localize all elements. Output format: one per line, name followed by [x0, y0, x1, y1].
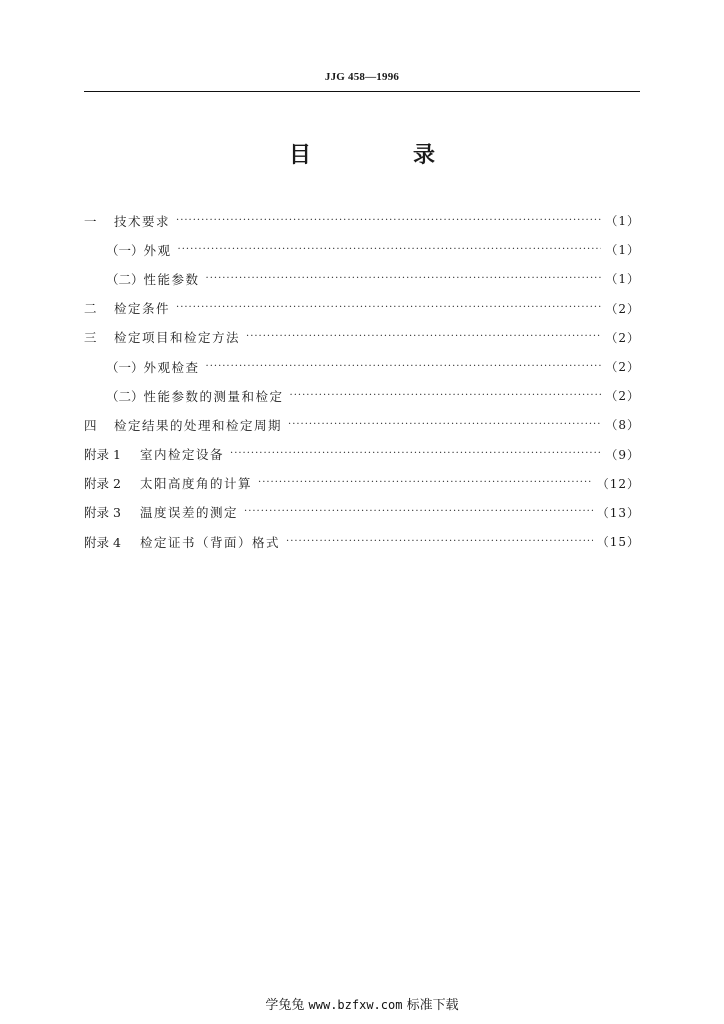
toc-leader-dots — [246, 330, 601, 344]
toc-leader-dots — [244, 505, 593, 519]
toc-entry-page: （2） — [605, 389, 640, 404]
toc-leader-dots — [258, 476, 593, 490]
toc-entry-title: 太阳高度角的计算 — [140, 476, 253, 492]
toc-leader-dots — [206, 360, 602, 374]
toc-entry-number: （一） — [106, 359, 144, 375]
toc-entry-page: （1） — [605, 272, 640, 287]
toc-entry[interactable] — [84, 381, 640, 410]
toc-entry[interactable] — [84, 235, 640, 264]
toc-entry[interactable] — [84, 498, 640, 527]
toc-entry-title: 温度误差的测定 — [140, 505, 239, 521]
toc-entry-title: 检定项目和检定方法 — [114, 330, 241, 346]
toc-entry-number: 附录 4 — [84, 534, 121, 550]
page-footer — [0, 994, 724, 1013]
toc-entry-page: （1） — [605, 243, 640, 258]
toc-entry-number: （二） — [106, 388, 144, 404]
toc-leader-dots — [286, 535, 593, 549]
page-title: 目 录 — [288, 143, 475, 168]
toc-entry[interactable] — [84, 469, 640, 498]
toc-entry-number: 三 — [84, 330, 97, 346]
toc-leader-dots — [206, 272, 602, 286]
toc-entry-number: 附录 2 — [84, 476, 121, 492]
toc-entry-title: 性能参数的测量和检定 — [143, 388, 284, 404]
toc-entry-title: 检定条件 — [114, 301, 171, 317]
toc-entry-page: （2） — [605, 360, 640, 375]
toc-entry[interactable] — [84, 294, 640, 323]
toc-leader-dots — [290, 389, 602, 403]
toc-entry-page: （1） — [605, 214, 640, 229]
toc-leader-dots — [176, 301, 601, 315]
toc-entry-title: 检定结果的处理和检定周期 — [114, 417, 283, 433]
toc-entry-number: 附录 3 — [84, 505, 121, 521]
toc-entry-number: 附录 1 — [84, 447, 121, 463]
table-of-contents — [84, 206, 640, 556]
toc-entry[interactable] — [84, 527, 640, 556]
footer-site-name: 学兔兔 — [265, 998, 305, 1013]
toc-entry-title: 检定证书（背面）格式 — [140, 534, 281, 550]
toc-entry-page: （8） — [605, 418, 640, 433]
toc-entry-page: （9） — [605, 447, 640, 462]
toc-entry-title: 外观 — [143, 242, 172, 258]
toc-entry-page: （2） — [605, 301, 640, 316]
toc-entry-page: （15） — [596, 535, 640, 550]
footer-tagline: 标准下载 — [406, 998, 459, 1013]
toc-entry[interactable] — [84, 410, 640, 439]
toc-entry[interactable] — [84, 206, 640, 235]
toc-leader-dots — [178, 243, 602, 257]
header-divider — [84, 91, 640, 92]
toc-entry[interactable] — [84, 264, 640, 293]
toc-entry[interactable] — [84, 440, 640, 469]
toc-entry-title: 外观检查 — [143, 359, 200, 375]
toc-entry-title: 技术要求 — [114, 213, 171, 229]
document-code-header: JJG 458—1996 — [324, 71, 400, 83]
toc-entry[interactable] — [84, 352, 640, 381]
toc-entry-page: （13） — [596, 505, 640, 520]
toc-leader-dots — [176, 214, 601, 228]
toc-entry-number: 一 — [84, 213, 97, 229]
footer-url-link[interactable]: www.bzfxw.com — [308, 998, 403, 1012]
toc-entry-number: 四 — [84, 417, 97, 433]
toc-leader-dots — [230, 447, 601, 461]
toc-entry-page: （12） — [596, 476, 640, 491]
toc-entry-title: 室内检定设备 — [140, 447, 225, 463]
toc-entry-number: 二 — [84, 301, 97, 317]
toc-entry-title: 性能参数 — [143, 271, 200, 287]
toc-entry-number: （一） — [106, 242, 144, 258]
toc-leader-dots — [288, 418, 601, 432]
toc-entry[interactable] — [84, 323, 640, 352]
toc-entry-number: （二） — [106, 271, 144, 287]
toc-entry-page: （2） — [605, 330, 640, 345]
